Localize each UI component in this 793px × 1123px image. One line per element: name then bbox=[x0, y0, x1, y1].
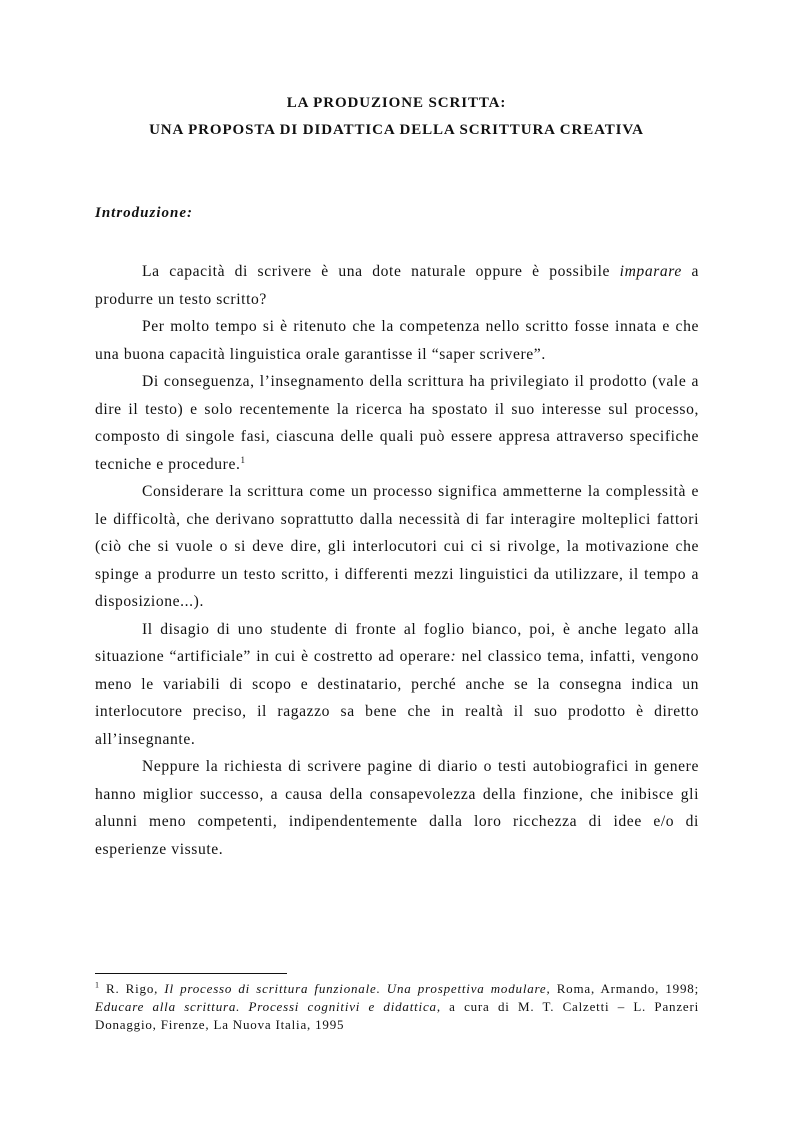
footnote-reference[interactable]: 1 bbox=[240, 454, 246, 465]
body-text bbox=[95, 258, 699, 863]
paragraph-5 bbox=[95, 616, 699, 754]
paragraph-5-text-b: nel classico tema, infatti, vengono meno le variabili di scopo e destinatario, perché anche se la consegna indica un interlocutore preciso, il ragazzo sa bene che in realtà il suo prodotto è diretto all’insegnante. bbox=[95, 648, 699, 748]
footnote-italic-a: Il processo di scrittura funzionale. Una prospettiva modulare, bbox=[164, 981, 551, 996]
section-heading: Introduzione: bbox=[95, 205, 194, 221]
paragraph-1-text-b: a produrre un testo scritto? bbox=[95, 263, 699, 308]
footnote-number: 1 bbox=[95, 980, 100, 990]
footnote-divider bbox=[95, 973, 287, 974]
paragraph-5-italic: : bbox=[450, 648, 457, 665]
paragraph-1-italic: imparare bbox=[619, 263, 682, 280]
footnote-text-b: Roma, Armando, 1998; bbox=[550, 981, 699, 996]
paragraph-1 bbox=[95, 258, 699, 313]
paragraph-3 bbox=[95, 368, 699, 478]
paragraph-2: Per molto tempo si è ritenuto che la competenza nello scritto fosse innata e che una buona capacità linguistica orale garantisse il “saper scrivere”. bbox=[95, 318, 699, 363]
footnote-italic-b: Educare alla scrittura. Processi cognitivi e didattica bbox=[95, 999, 437, 1014]
footnote-text-a: R. Rigo, bbox=[99, 981, 165, 996]
page-title-line-2: UNA PROPOSTA DI DIDATTICA DELLA SCRITTURA CREATIVA bbox=[149, 122, 644, 138]
paragraph-5-text-a: Il disagio di uno studente di fronte al foglio bianco, poi, è anche legato alla situazione “artificiale” in cui è costretto ad operare bbox=[95, 620, 699, 665]
footnote bbox=[95, 980, 699, 1034]
paragraph-1-text-a: La capacità di scrivere è una dote naturale oppure è possibile bbox=[142, 263, 620, 280]
page-title-line-1: LA PRODUZIONE SCRITTA: bbox=[286, 95, 507, 111]
paragraph-6: Neppure la richiesta di scrivere pagine di diario o testi autobiografici in genere hanno miglior successo, a causa della consapevolezza della finzione, che inibisce gli alunni meno competenti, indipendentemente dalla loro ricchezza di idee e/o di esperienze vissute. bbox=[95, 758, 699, 858]
footnote-text-c: , a cura di M. T. Calzetti – L. Panzeri Donaggio, Firenze, La Nuova Italia, 1995 bbox=[95, 999, 699, 1032]
paragraph-3-text: Di conseguenza, l’insegnamento della scrittura ha privilegiato il prodotto (vale a dire il testo) e solo recentemente la ricerca ha spostato il suo interesse sul processo, composto di singole fasi, ciascuna delle quali può essere appresa attraverso specifiche tecniche e procedure. bbox=[95, 373, 699, 473]
paragraph-4: Considerare la scrittura come un processo significa ammetterne la complessità e le difficoltà, che derivano soprattutto dalla necessità di far interagire molteplici fattori (ciò che si vuole o si deve dire, gli interlocutori cui ci si rivolge, la motivazione che spinge a produrre un testo scritto, i differenti mezzi linguistici da utilizzare, il tempo a disposizione...). bbox=[95, 483, 699, 610]
